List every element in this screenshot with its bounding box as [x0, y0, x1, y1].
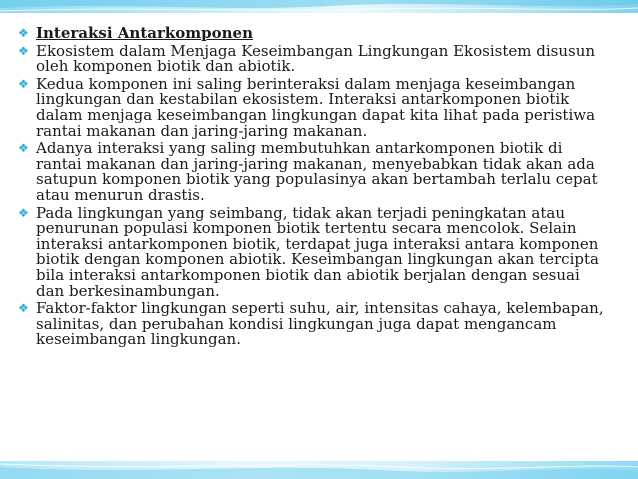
paragraph	[18, 141, 618, 203]
top-wave-decoration	[0, 0, 638, 13]
paragraph-text: Pada lingkungan yang seimbang, tidak akan terjadi peningkatan atau penurunan populasi komponen biotik tertentu secara mencolok. Selain interaksi antarkomponen biotik, terdapat juga interaksi antara komponen biotik dengan komponen abiotik. Keseimbangan lingkungan akan tercipta bila interaksi antarkomponen biotik dan abiotik berjalan dengan sesuai dan berkesinambungan.	[36, 203, 599, 300]
bullet-diamond-icon: ❖	[18, 26, 29, 40]
paragraph	[18, 203, 618, 300]
paragraph	[18, 74, 618, 140]
bullet-diamond-icon: ❖	[18, 43, 29, 58]
slide-heading: Interaksi Antarkomponen	[36, 24, 253, 42]
paragraph-text: Ekosistem dalam Menjaga Keseimbangan Lingkungan Ekosistem disusun oleh komponen biotik dan abiotik.	[36, 41, 596, 76]
heading-row	[18, 26, 618, 42]
paragraph-text: Adanya interaksi yang saling membutuhkan antarkomponen biotik di rantai makanan dan jaring-jaring makanan, menyebabkan tidak akan ada satupun komponen biotik yang populasinya akan bertambah terlalu cepat atau menurun drastis.	[36, 139, 598, 204]
bullet-diamond-icon: ❖	[18, 141, 29, 156]
paragraph-text: Faktor-faktor lingkungan seperti suhu, air, intensitas cahaya, kelembapan, salinitas, dan perubahan kondisi lingkungan juga dapat mengancam keseimbangan lingkungan.	[36, 299, 604, 349]
paragraph	[18, 41, 618, 76]
paragraph-text: Kedua komponen ini saling berinteraksi dalam menjaga keseimbangan lingkungan dan kestabilan ekosistem. Interaksi antarkomponen biotik dalam menjaga keseimbangan lingkungan dapat kita lihat pada peristiwa rantai makanan dan jaring-jaring makanan.	[36, 74, 596, 140]
bullet-diamond-icon: ❖	[18, 76, 29, 91]
slide-body	[18, 26, 618, 350]
paragraph	[18, 301, 618, 348]
bullet-diamond-icon: ❖	[18, 301, 29, 316]
bottom-wave-decoration	[0, 461, 638, 479]
bullet-diamond-icon: ❖	[18, 205, 29, 220]
